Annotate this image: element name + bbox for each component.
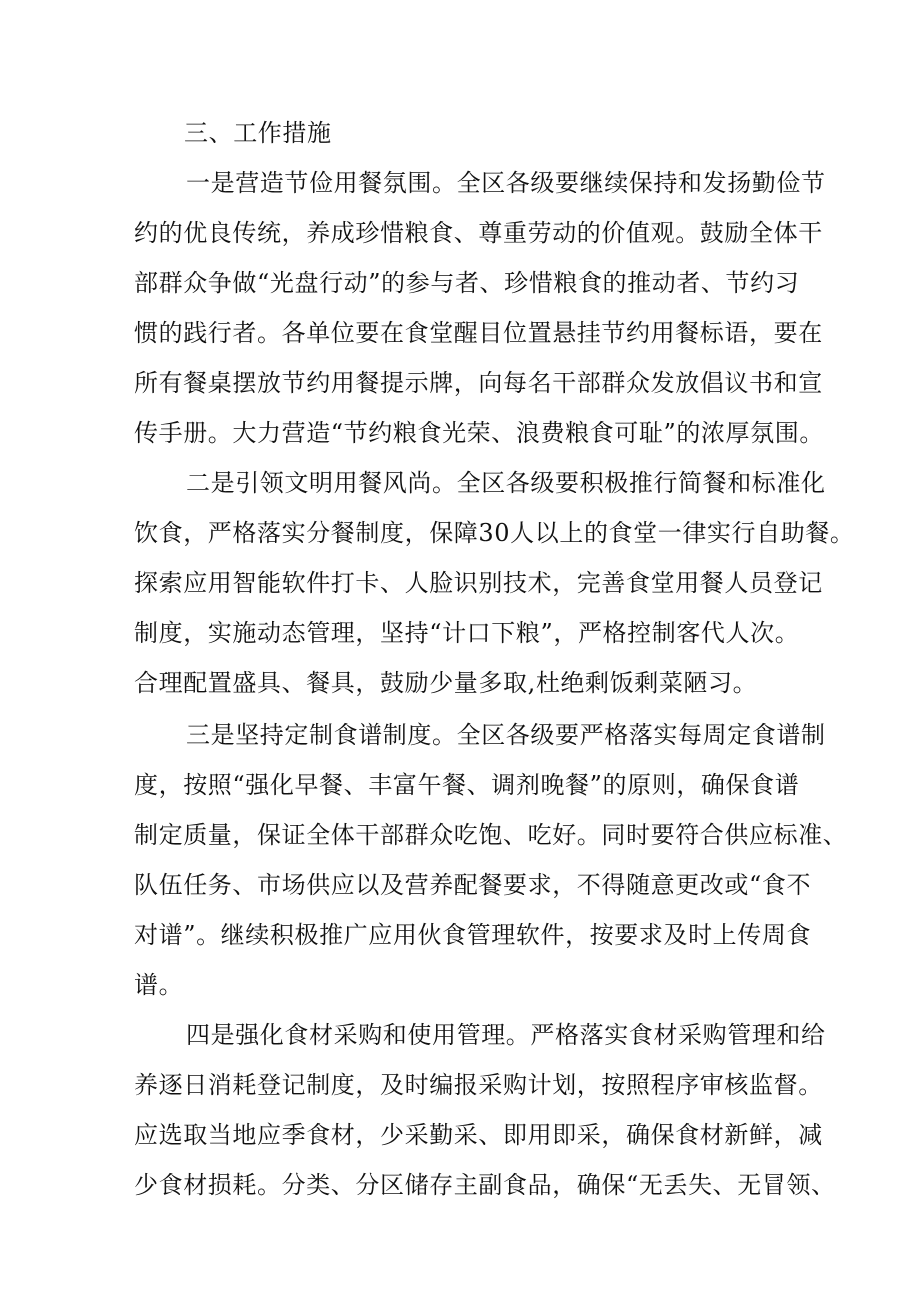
paragraph-line: 养逐日消耗登记制度，及时编报采购计划，按照程序审核监督。 [134,1071,823,1099]
paragraph-line: 惯的践行者。各单位要在食堂醒目位置悬挂节约用餐标语，要在 [134,319,823,347]
paragraph-line: 四是强化食材采购和使用管理。严格落实食材采购管理和给 [186,1021,826,1049]
paragraph-line: 传手册。大力营造“节约粮食光荣、浪费粮食可耻”的浓厚氛围。 [134,419,824,447]
paragraph-line: 制度，实施动态管理，坚持“计口下粮”，严格控制客代人次。 [134,619,800,647]
paragraph-line: 队伍任务、市场供应以及营养配餐要求，不得随意更改或“食不 [134,871,812,899]
paragraph-line: 一是营造节俭用餐氛围。全区各级要继续保持和发扬勤俭节 [186,169,826,197]
paragraph-line: 约的优良传统，养成珍惜粮食、尊重劳动的价值观。鼓励全体干 [134,219,823,247]
paragraph-line: 探索应用智能软件打卡、人脸识别技术，完善食堂用餐人员登记 [134,569,823,597]
paragraph-line: 少食材损耗。分类、分区储存主副食品，确保“无丢失、无冒领、 [134,1171,836,1199]
paragraph-line: 所有餐桌摆放节约用餐提示牌，向每名干部群众发放倡议书和宣 [134,369,823,397]
paragraph-line: 合理配置盛具、餐具，鼓励少量多取,杜绝剩饭剩菜陋习。 [134,669,758,697]
paragraph-line: 二是引领文明用餐风尚。全区各级要积极推行简餐和标准化 [186,469,826,497]
paragraph-line: 制定质量，保证全体干部群众吃饱、吃好。同时要符合供应标准、 [134,821,848,849]
paragraph-line: 应选取当地应季食材，少采勤采、即用即采，确保食材新鲜，减 [134,1121,823,1149]
section-heading: 三、工作措施 [184,119,332,147]
paragraph-line: 饮食，严格落实分餐制度，保障30人以上的食堂一律实行自助餐。 [134,519,855,547]
paragraph-line: 谱。 [134,971,184,999]
paragraph-line: 三是坚持定制食谱制度。全区各级要严格落实每周定食谱制 [186,721,826,749]
paragraph-line: 部群众争做“光盘行动”的参与者、珍惜粮食的推动者、节约习 [134,269,800,297]
paragraph-line: 度，按照“强化早餐、丰富午餐、调剂晚餐”的原则，确保食谱 [134,771,800,799]
paragraph-line: 对谱”。继续积极推广应用伙食管理软件，按要求及时上传周食 [134,921,812,949]
